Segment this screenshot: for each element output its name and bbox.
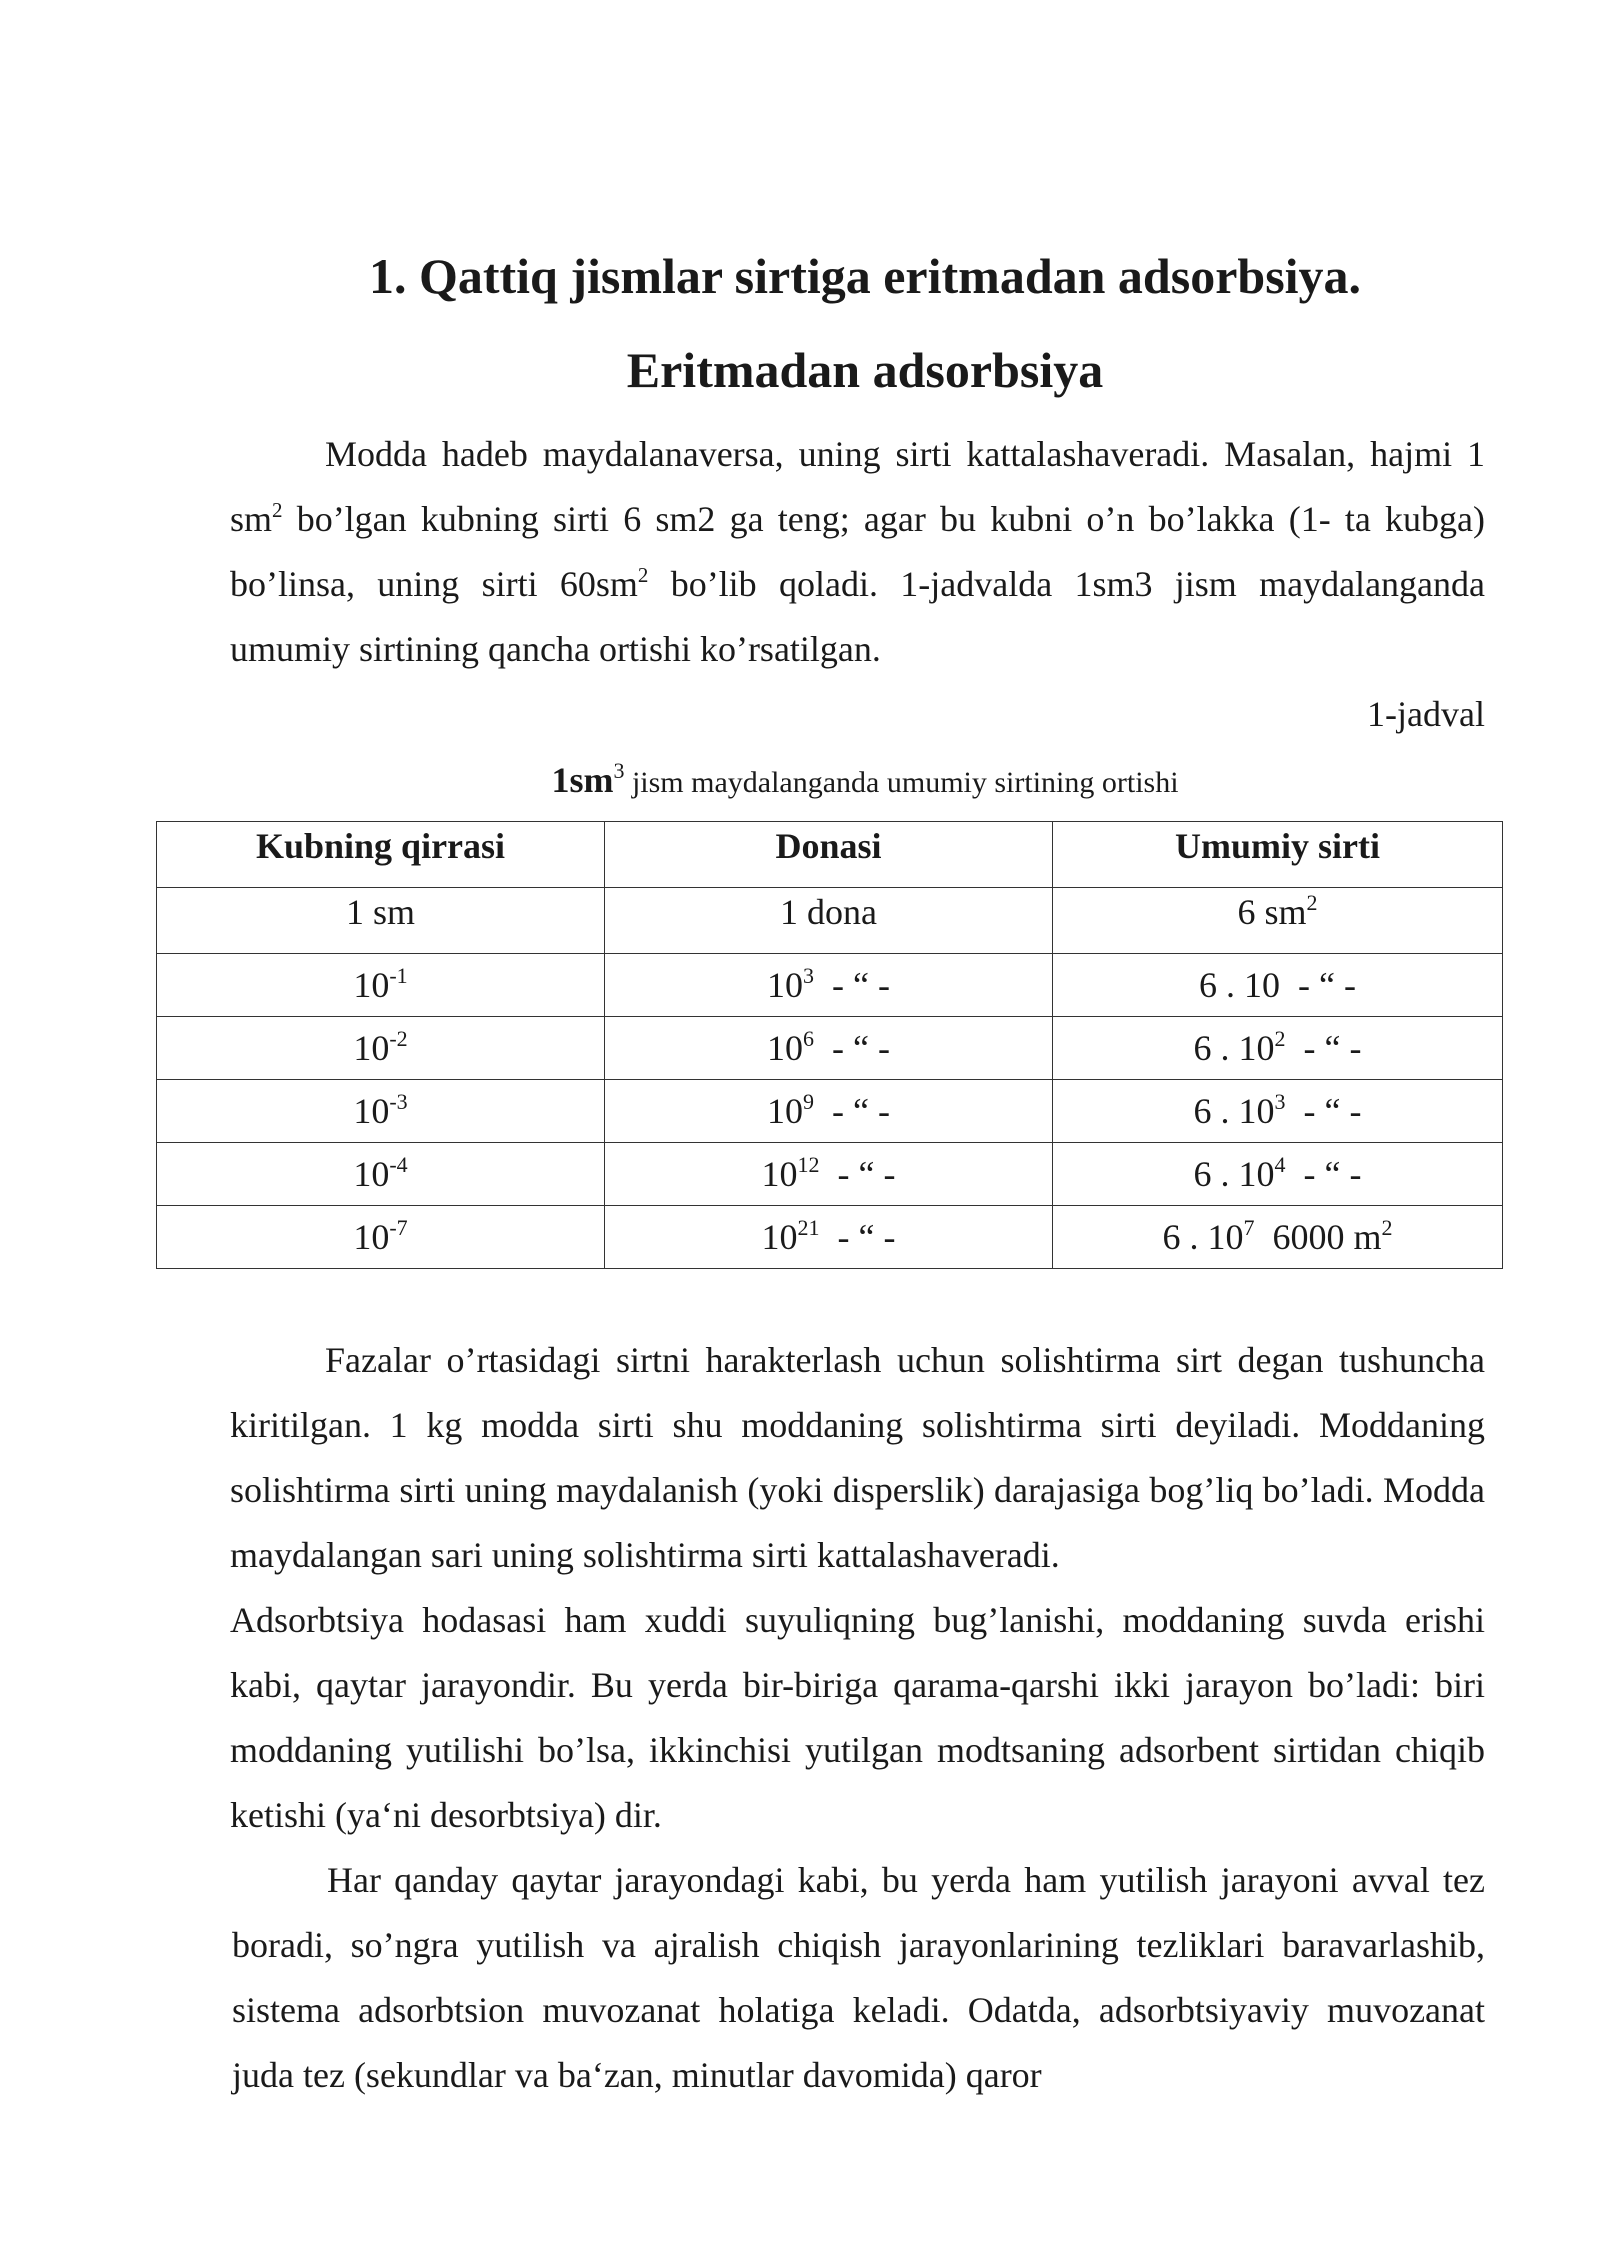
para1-sup-2: 2 (637, 563, 649, 587)
cell-tail: - “ - (819, 1217, 896, 1257)
cell-sup: 7 (1243, 1215, 1255, 1240)
cell-sup: 9 (803, 1089, 815, 1114)
cell-tail: - “ - (814, 1091, 890, 1131)
para1-text-3: bo’lib qoladi. 1-jadvalda 1sm3 jism maydalanganda umumiy sirtining qancha ortishi ko’rsatilgan. (230, 564, 1485, 669)
cell-sup: 2 (1381, 1215, 1393, 1240)
header-cell: Kubning qirrasi (157, 822, 605, 888)
cell-tail: - “ - (819, 1154, 896, 1194)
cell-sup: 2 (1274, 1026, 1286, 1051)
cell-text: 6 . 10 (1199, 965, 1299, 1005)
table-row (157, 1080, 1503, 1143)
cell-text: 1 sm (345, 892, 415, 932)
cell-text: 6 . 10 (1193, 1091, 1275, 1131)
table-row (157, 1017, 1503, 1080)
table-header-row (157, 822, 1503, 888)
table-cell (157, 1017, 605, 1080)
table-row (157, 1206, 1503, 1269)
paragraph-specific-surface (230, 1328, 1485, 1588)
cell-text: 1 dona (780, 892, 877, 932)
cell-tail: - “ - (1298, 965, 1356, 1005)
table-cell (157, 1080, 605, 1143)
heading-line-2: Eritmadan adsorbsiya (626, 342, 1104, 398)
cell-text: 10 (353, 965, 390, 1005)
cell-text: 6 . 10 (1193, 1154, 1275, 1194)
cell-sup: 3 (1274, 1089, 1286, 1114)
cell-sup: 6 (803, 1026, 815, 1051)
cell-text: 6 . 10 (1162, 1217, 1244, 1257)
heading-line-1: 1. Qattiq jismlar sirtiga eritmadan adsorbsiya. (368, 248, 1362, 304)
cell-sup: 4 (1274, 1152, 1286, 1177)
table-cell (157, 888, 605, 954)
para4-text: Har qanday qaytar jarayondagi kabi, bu yerda ham yutilish jarayoni avval tez boradi, so’ngra yutilish va ajralish chiqish jarayonlarining tezliklari baravarlashib, sistema adsorbtsion muvozanat holatiga keladi. Odatda, adsorbtsiyaviy muvozanat juda tez (sekundlar va ba‘zan, minutlar davomida) qaror (232, 1860, 1485, 2095)
cell-text: 6 . 10 (1193, 1028, 1275, 1068)
cell-sup: 21 (797, 1215, 820, 1240)
cell-sup: -2 (389, 1026, 408, 1051)
cell-tail: - “ - (1285, 1154, 1362, 1194)
cell-text: 10 (353, 1217, 390, 1257)
cell-text: 10 (353, 1154, 390, 1194)
table-cell (157, 1143, 605, 1206)
table-number-label: 1-jadval (1367, 694, 1485, 734)
cell-text: 6 sm (1237, 892, 1307, 932)
table-cell (605, 1206, 1053, 1269)
para3-text: Adsorbtsiya hodasasi ham xuddi suyuliqning bug’lanishi, moddaning suvda erishi kabi, qaytar jarayondir. Bu yerda bir-biriga qarama-qarshi ikki jarayon bo’ladi: biri moddaning yutilishi bo’lsa, ikkinchisi yutilgan modtsaning adsorbent sirtidan chiqib ketishi (ya‘ni desorbtsiya) dir. (230, 1600, 1485, 1835)
paragraph-intro (230, 422, 1485, 682)
table-cell (157, 1206, 605, 1269)
cell-text: 10 (353, 1028, 390, 1068)
para1-text-1: Modda hadeb maydalanaversa, uning sirti kattalashaveradi. Masalan, hajmi 1 sm (230, 434, 1485, 539)
header-cell: Umumiy sirti (1053, 822, 1503, 888)
caption-bold: 1sm (551, 760, 614, 800)
data-table (156, 821, 1503, 1269)
cell-sup: 3 (803, 963, 815, 988)
cell-sup: 2 (1306, 890, 1318, 915)
table-cell (605, 1017, 1053, 1080)
cell-tail: - “ - (814, 965, 890, 1005)
table-row (157, 888, 1503, 954)
cell-tail: - “ - (1285, 1028, 1362, 1068)
caption-rest: jism maydalanganda umumiy sirtining ortishi (624, 766, 1179, 799)
cell-sup: -4 (389, 1152, 408, 1177)
table-cell (605, 1080, 1053, 1143)
table-cell (1053, 1143, 1503, 1206)
cell-text: 10 (761, 1217, 798, 1257)
table-row (157, 1143, 1503, 1206)
cell-tail: - “ - (814, 1028, 890, 1068)
para1-text-2: bo’lgan kubning sirti 6 sm2 ga teng; agar bu kubni o’n bo’lakka (1- ta kubga) bo’linsa, uning sirti 60sm (230, 499, 1485, 604)
table-cell (1053, 888, 1503, 954)
table-cell (1053, 1206, 1503, 1269)
cell-text: 10 (767, 1028, 804, 1068)
cell-sup: -1 (389, 963, 408, 988)
para1-sup-1: 2 (272, 498, 283, 522)
table-cell (1053, 954, 1503, 1017)
table-cell (1053, 1080, 1503, 1143)
paragraph-equilibrium (232, 1848, 1485, 2108)
cell-sup: 12 (797, 1152, 820, 1177)
cell-sup: -7 (389, 1215, 408, 1240)
table-cell (605, 888, 1053, 954)
cell-tail: 6000 m (1254, 1217, 1382, 1257)
cell-text: 10 (767, 965, 804, 1005)
table-caption (160, 752, 1570, 811)
table-cell (157, 954, 605, 1017)
cell-tail: - “ - (1285, 1091, 1362, 1131)
table-row (157, 954, 1503, 1017)
cell-text: 10 (767, 1091, 804, 1131)
paragraph-reversible-process (230, 1588, 1485, 1848)
caption-sup: 3 (613, 758, 625, 783)
cell-text: 10 (761, 1154, 798, 1194)
para2-text: Fazalar o’rtasidagi sirtni harakterlash uchun solishtirma sirt degan tushuncha kiritilgan. 1 kg modda sirti shu moddaning solishtirma sirti deyiladi. Moddaning solishtirma sirti uning maydalanish (yoki disperslik) darajasiga bog’liq bo’ladi. Modda maydalangan sari uning solishtirma sirti kattalashaveradi. (230, 1340, 1485, 1575)
table-cell (605, 1143, 1053, 1206)
cell-sup: -3 (389, 1089, 408, 1114)
table-cell (1053, 1017, 1503, 1080)
cell-text: 10 (353, 1091, 390, 1131)
table-cell (605, 954, 1053, 1017)
header-cell: Donasi (605, 822, 1053, 888)
